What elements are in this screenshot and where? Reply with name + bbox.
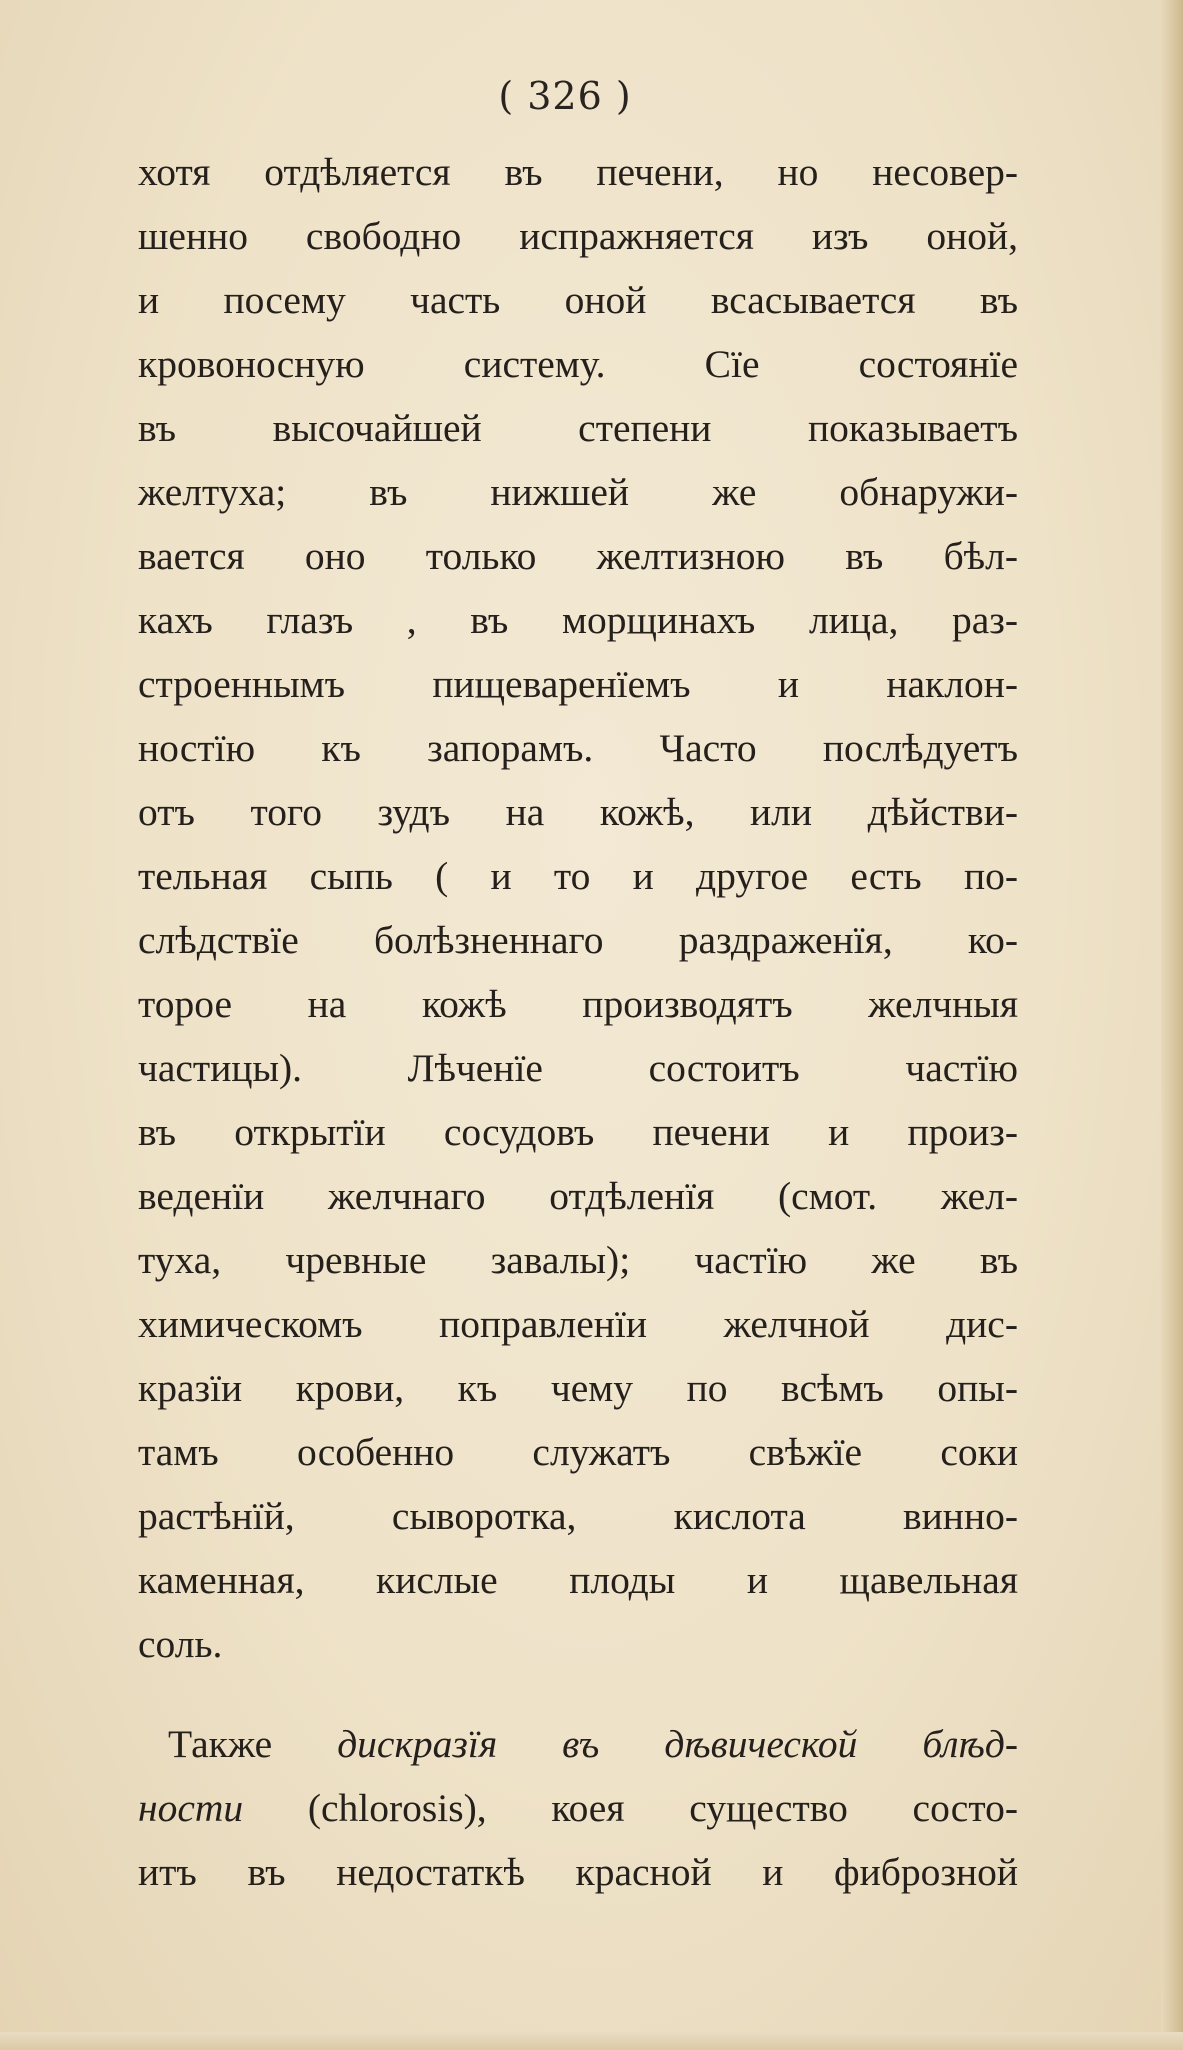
text-line: тельная сыпь ( и то и другое есть по- [138,854,1018,898]
paragraph-end-line: соль. [138,1622,223,1666]
text-line: туха, чревные завалы); частїю же въ [138,1238,1018,1282]
text-line: отъ того зудъ на кожѣ, или дѣйстви- [138,790,1018,834]
text-line: частицы). Лѣченїе состоитъ частїю [138,1046,1018,1090]
text-line: каменная, кислые плоды и щавельная [138,1558,1018,1602]
text-line: слѣдствїе болѣзненнаго раздраженїя, ко- [138,918,1018,962]
paragraph-gap [138,1676,1018,1712]
text-line: веденїи желчнаго отдѣленїя (смот. жел- [138,1174,1018,1218]
text-run: Также [168,1722,338,1766]
text-line: торое на кожѣ производятъ желчныя [138,982,1018,1026]
text-line: химическомъ поправленїи желчной дис- [138,1302,1018,1346]
text-line: кровоносную систему. Сїе состоянїе [138,342,1018,386]
text-line: шенно свободно испражняется изъ оной, [138,214,1018,258]
text-line: ностїю къ запорамъ. Часто послѣдуетъ [138,726,1018,770]
text-line: въ открытїи сосудовъ печени и произ- [138,1110,1018,1154]
page-bottom-edge [0,2032,1183,2050]
body-text [138,140,1018,1904]
text-run: (chlorosis), коея существо состо- [243,1786,1018,1830]
text-line: растѣнїй, сыворотка, кислота винно- [138,1494,1018,1538]
page-number: ( 326 ) [498,74,632,118]
text-line: кахъ глазъ , въ морщинахъ лица, раз- [138,598,1018,642]
page-edge-shadow [1161,0,1183,2050]
italic-term: дискразїя въ дѣвической блѣд- [337,1722,1018,1766]
italic-term: ности [138,1786,244,1830]
text-line: желтуха; въ нижшей же обнаружи- [138,470,1018,514]
text-line: вается оно только желтизною въ бѣл- [138,534,1018,578]
text-line: въ высочайшей степени показываетъ [138,406,1018,450]
text-line: кразїи крови, къ чему по всѣмъ опы- [138,1366,1018,1410]
text-line: хотя отдѣляется въ печени, но несовер- [138,150,1018,194]
text-line: тамъ особенно служатъ свѣжїе соки [138,1430,1018,1474]
text-line: итъ въ недостаткѣ красной и фиброзной [138,1850,1018,1894]
paragraph-2-line-1 [138,1712,1018,1776]
paragraph-2-line-2 [138,1776,1018,1840]
text-line: и посему часть оной всасывается въ [138,278,1018,322]
text-line: строеннымъ пищеваренїемъ и наклон- [138,662,1018,706]
